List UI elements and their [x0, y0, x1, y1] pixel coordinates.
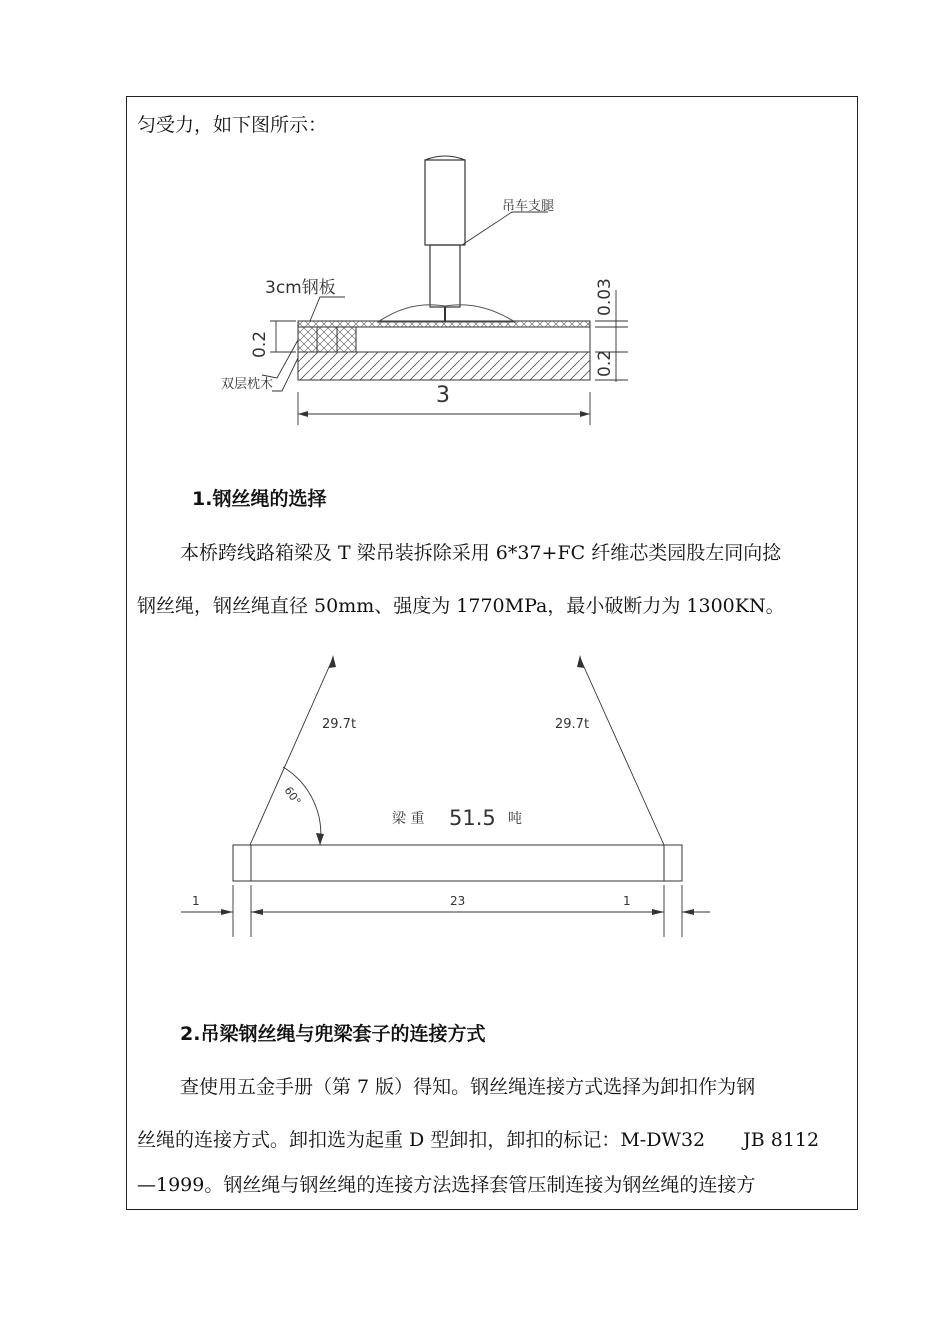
- section1-line1: 本桥跨线路箱梁及 T 梁吊装拆除采用 6*37+FC 纤维芯类园股左同向捻: [180, 542, 782, 564]
- beam: [233, 845, 682, 881]
- intro-line: 匀受力，如下图所示：: [137, 114, 328, 136]
- section2-line3: —1999。钢丝绳与钢丝绳的连接方法选择套管压制连接为钢丝绳的连接方: [137, 1174, 756, 1196]
- label-top-support: 吊车支腿: [502, 199, 555, 214]
- label-beam-weight-value: 51.5: [449, 806, 496, 830]
- right-sling: [580, 658, 664, 845]
- label-dim-left: 1: [192, 894, 200, 908]
- label-dim-right: 1: [623, 894, 631, 908]
- label-dim-3: 3: [436, 383, 450, 408]
- label-beam-weight-prefix: 梁 重: [392, 811, 425, 827]
- label-dim-mid: 23: [450, 894, 466, 908]
- label-angle: 60°: [281, 784, 304, 808]
- label-dim-02-right: 0.2: [595, 349, 615, 377]
- label-dim-02-left: 0.2: [250, 330, 270, 358]
- section2-line1: 查使用五金手册（第 7 版）得知。钢丝绳连接方式选择为卸扣作为钢: [180, 1076, 756, 1098]
- section1-line2: 钢丝绳，钢丝绳直径 50mm、强度为 1770MPa，最小破断力为 1300KN。: [137, 595, 785, 617]
- label-force-right: 29.7t: [555, 717, 590, 732]
- left-sling: [250, 658, 333, 845]
- section1-heading: 1.钢丝绳的选择: [192, 488, 327, 510]
- angle-arc: [283, 767, 321, 845]
- section2-heading: 2.吊梁钢丝绳与兜梁套子的连接方式: [180, 1023, 486, 1045]
- label-steel-plate: 3cm钢板: [265, 278, 336, 298]
- label-double-sleeper: 双层枕木: [221, 377, 274, 392]
- label-force-left: 29.7t: [322, 717, 357, 732]
- label-beam-weight-unit: 吨: [508, 811, 522, 827]
- label-dim-003: 0.03: [595, 278, 615, 316]
- section2-line2: 丝绳的连接方式。卸扣选为起重 D 型卸扣，卸扣的标记：M-DW32 JB 8112: [137, 1129, 820, 1151]
